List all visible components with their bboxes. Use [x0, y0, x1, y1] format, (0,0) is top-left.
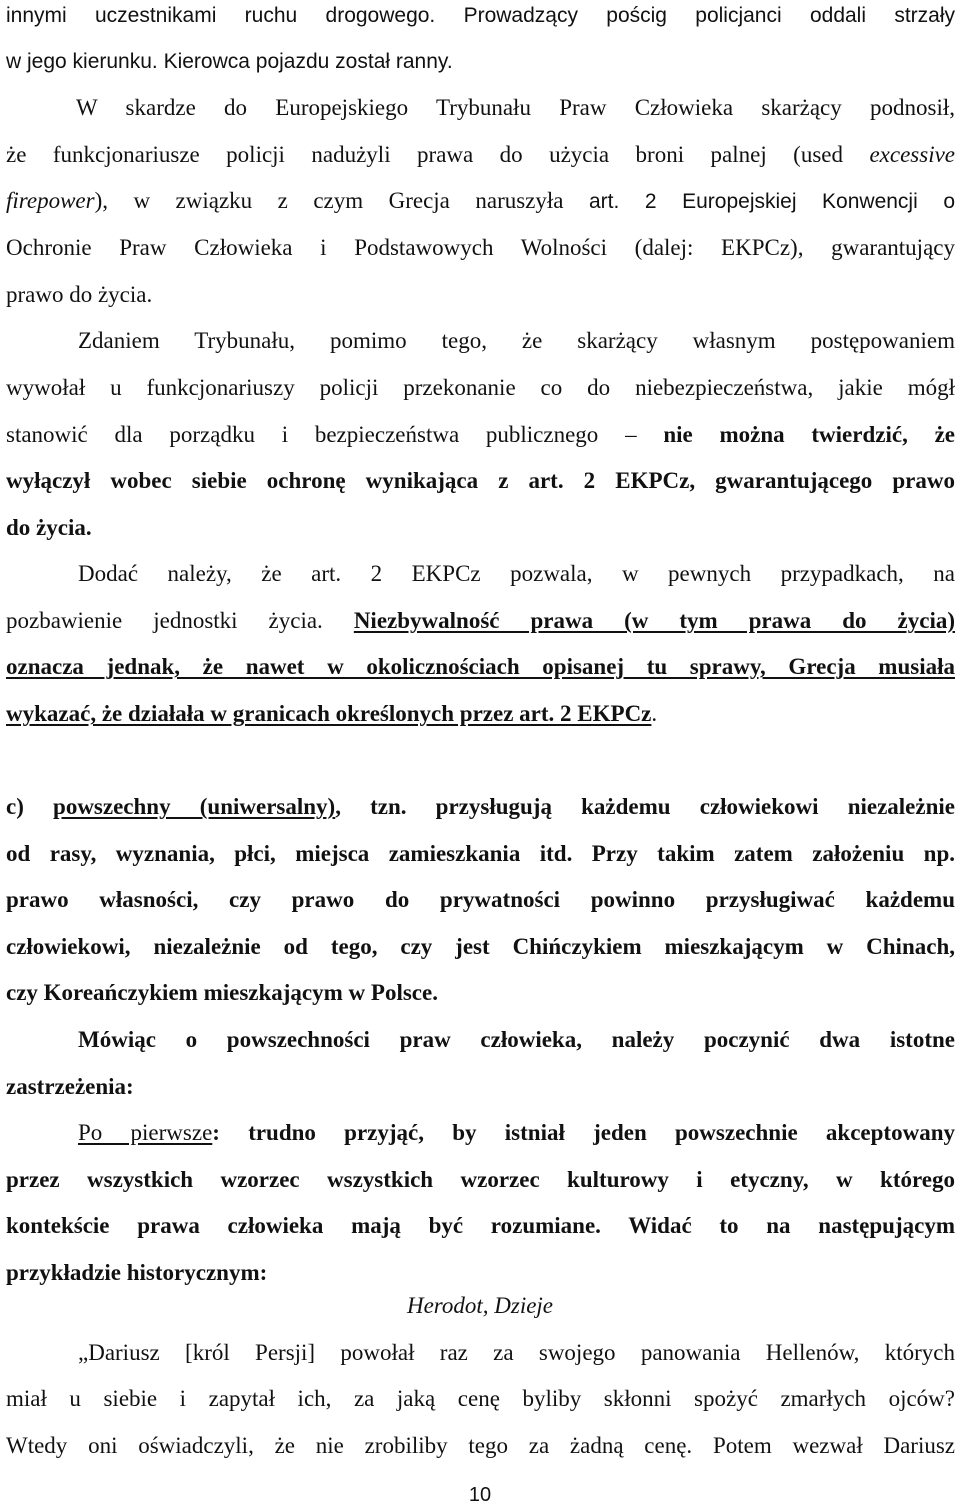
text-line: [6, 420, 955, 450]
text-line: [6, 46, 955, 77]
text-line: [6, 932, 955, 962]
text-segment: Ochronie Praw Człowieka i Podstawowych Wolności (dalej: EKPCz), gwarantujący: [6, 235, 955, 260]
text-segment: „Dariusz [król Persji] powołał raz za swojego panowania Hellenów, których: [78, 1340, 955, 1365]
text-line: [6, 839, 955, 869]
text-segment: przykładzie historycznym:: [6, 1260, 268, 1285]
text-line: [78, 1118, 955, 1148]
text-line: [6, 466, 955, 496]
text-segment: innymi uczestnikami ruchu drogowego. Prowadzący pościg policjanci oddali strzały: [6, 4, 955, 27]
text-line: [6, 1258, 955, 1288]
text-line: [6, 792, 955, 822]
text-line: [6, 1431, 955, 1461]
text-line: [6, 513, 955, 543]
text-segment: Niezbywalność prawa (w tym prawa do życia): [353, 608, 955, 633]
text-segment: Mówiąc o powszechności praw człowieka, należy poczynić dwa istotne: [78, 1027, 955, 1052]
text-segment: firepower: [6, 188, 95, 213]
text-segment: kontekście prawa człowieka mają być rozumiane. Widać to na następującym: [6, 1213, 955, 1238]
text-segment: nie można twierdzić, że: [663, 422, 955, 447]
text-segment: wykazać, że działała w granicach określonych przez art. 2 EKPCz: [6, 701, 652, 726]
text-segment: prawo własności, czy prawo do prywatności powinno przysługiwać każdemu: [6, 887, 955, 912]
text-segment: pozbawienie jednostki życia.: [6, 608, 354, 633]
text-segment: prawo do życia.: [6, 282, 153, 307]
text-segment: przez wszystkich wzorzec wszystkich wzorzec kulturowy i etyczny, w którego: [6, 1167, 955, 1192]
text-segment: c): [6, 794, 54, 819]
text-segment: excessive: [869, 142, 955, 167]
text-line: [6, 606, 955, 636]
text-line: [6, 1072, 955, 1102]
text-segment: Dodać należy, że art. 2 EKPCz pozwala, w pewnych przypadkach, na: [78, 561, 955, 586]
text-line: [6, 0, 955, 31]
text-segment: człowiekowi, niezależnie od tego, czy jest Chińczykiem mieszkającym w Chinach,: [6, 934, 955, 959]
text-segment: ), w związku z czym Grecja naruszyła: [94, 188, 589, 213]
text-segment: od rasy, wyznania, płci, miejsca zamieszkania itd. Przy takim zatem założeniu np.: [6, 841, 955, 866]
text-segment: Zdaniem Trybunału, pomimo tego, że skarżący własnym postępowaniem: [78, 328, 955, 353]
text-line: [76, 93, 955, 123]
text-line: [6, 978, 955, 1008]
text-segment: wywołał u funkcjonariuszy policji przekonanie co do niebezpieczeństwa, jakie mógł: [6, 375, 955, 400]
text-segment: czy Koreańczykiem mieszkającym w Polsce.: [6, 980, 438, 1005]
text-segment: Wtedy oni oświadczyli, że nie zrobiliby tego za żadną cenę. Potem wezwał Dariusz: [6, 1433, 955, 1458]
text-segment: W skardze do Europejskiego Trybunału Praw Człowieka skarżący podnosił,: [76, 95, 955, 120]
text-line: [6, 699, 955, 729]
text-line: [0, 1291, 960, 1321]
text-segment: że funkcjonariusze policji nadużyli prawa do użycia broni palnej (used: [6, 142, 870, 167]
text-segment: stanowić dla porządku i bezpieczeństwa publicznego –: [6, 422, 664, 447]
text-line: [6, 233, 955, 263]
text-line: [6, 186, 955, 217]
text-segment: zastrzeżenia:: [6, 1074, 134, 1099]
text-line: [6, 1165, 955, 1195]
text-line: [6, 652, 955, 682]
text-line: [78, 1025, 955, 1055]
text-segment: miał u siebie i zapytał ich, za jaką cenę byliby skłonni spożyć zmarłych ojców?: [6, 1386, 955, 1411]
text-segment: Po pierwsze: [78, 1120, 213, 1145]
text-line: [6, 1384, 955, 1414]
text-segment: oznacza jednak, że nawet w okolicznościach opisanej tu sprawy, Grecja musiała: [6, 654, 955, 679]
text-segment: do życia.: [6, 515, 92, 540]
text-line: [78, 326, 955, 356]
text-segment: : trudno przyjąć, by istniał jeden powszechnie akceptowany: [212, 1120, 955, 1145]
text-line: [78, 1338, 955, 1368]
page-number: 10: [468, 1484, 492, 1506]
text-segment: .: [651, 701, 658, 726]
text-segment: powszechny (uniwersalny): [53, 794, 336, 819]
text-line: [6, 885, 955, 915]
text-segment: wyłączył wobec siebie ochronę wynikająca z art. 2 EKPCz, gwarantującego prawo: [6, 468, 955, 493]
text-segment: Herodot, Dzieje: [406, 1293, 554, 1318]
text-line: [6, 1211, 955, 1241]
text-segment: , tzn. przysługują każdemu człowiekowi niezależnie: [335, 794, 955, 819]
text-line: [6, 280, 955, 310]
text-segment: w jego kierunku. Kierowca pojazdu został ranny.: [6, 50, 453, 73]
text-line: [6, 140, 955, 170]
text-segment: art. 2 Europejskiej Konwencji o: [588, 190, 955, 213]
text-line: [6, 373, 955, 403]
text-line: [78, 559, 955, 589]
